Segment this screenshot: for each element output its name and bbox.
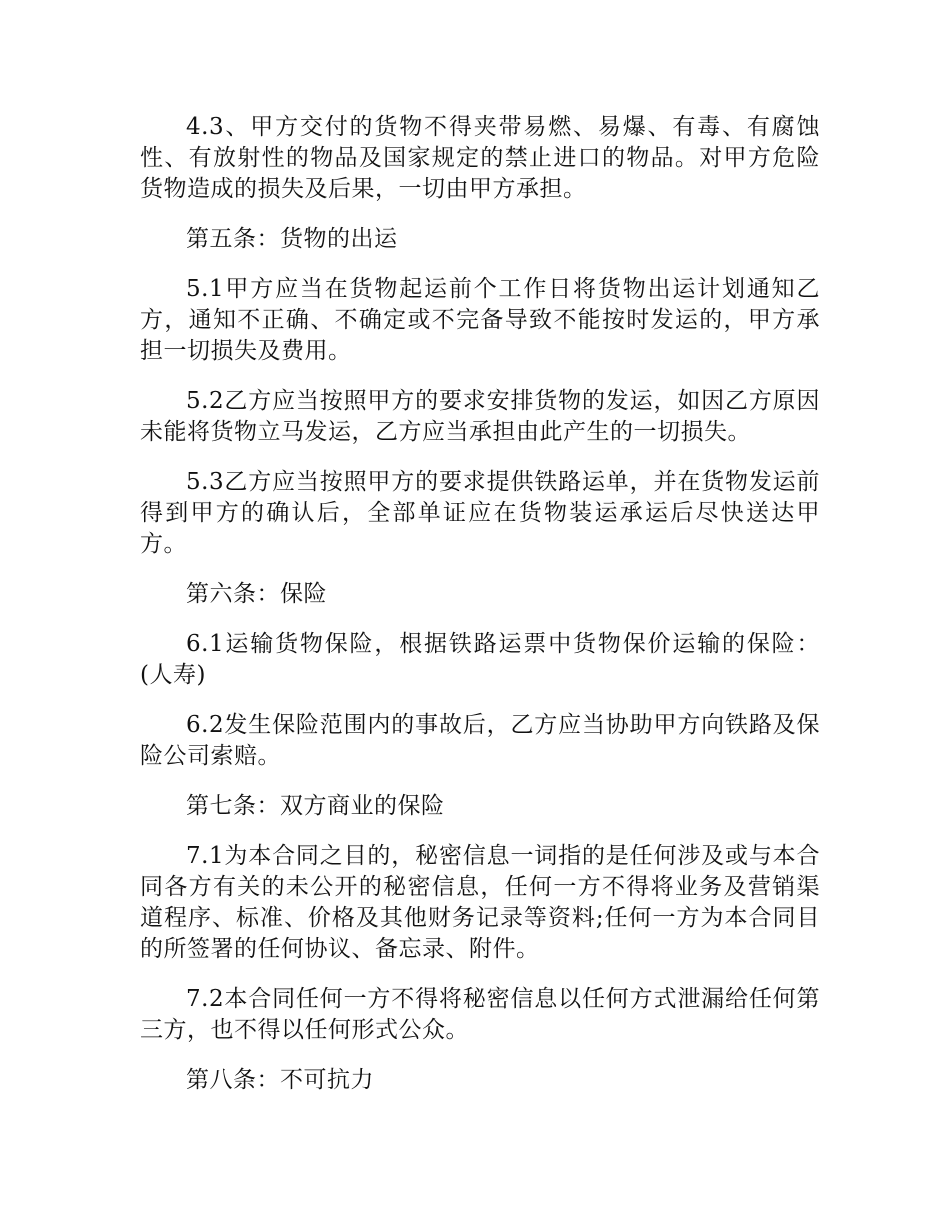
document-body bbox=[140, 112, 820, 1115]
article-8-heading: 第八条：不可抗力 bbox=[186, 1067, 374, 1093]
clause-6-1: 6.1运输货物保险，根据铁路运票中货物保价运输的保险：(人寿) bbox=[140, 631, 820, 688]
clause-5-2: 5.2乙方应当按照甲方的要求安排货物的发运，如因乙方原因未能将货物立马发运，乙方应当承担由此产生的一切损失。 bbox=[140, 388, 820, 445]
clause-5-3: 5.3乙方应当按照甲方的要求提供铁路运单，并在货物发运前得到甲方的确认后，全部单证应在货物装运承运后尽快送达甲方。 bbox=[140, 469, 820, 557]
clause-7-2: 7.2本合同任何一方不得将秘密信息以任何方式泄漏给任何第三方，也不得以任何形式公众。 bbox=[140, 986, 820, 1043]
clause-5-1: 5.1甲方应当在货物起运前个工作日将货物出运计划通知乙方，通知不正确、不确定或不完备导致不能按时发运的，甲方承担一切损失及费用。 bbox=[140, 276, 820, 364]
clause-6-2: 6.2发生保险范围内的事故后，乙方应当协助甲方向铁路及保险公司索赔。 bbox=[140, 712, 820, 769]
article-6-heading: 第六条：保险 bbox=[186, 581, 327, 607]
clause-7-1: 7.1为本合同之目的，秘密信息一词指的是任何涉及或与本合同各方有关的未公开的秘密信息，任何一方不得将业务及营销渠道程序、标准、价格及其他财务记录等资料;任何一方为本合同目的所签署的任何协议、备忘录、附件。 bbox=[140, 843, 820, 962]
article-5-heading: 第五条：货物的出运 bbox=[186, 226, 398, 252]
article-7-heading: 第七条：双方商业的保险 bbox=[186, 793, 445, 819]
clause-4-3: 4.3、甲方交付的货物不得夹带易燃、易爆、有毒、有腐蚀性、有放射性的物品及国家规定的禁止进口的物品。对甲方危险货物造成的损失及后果，一切由甲方承担。 bbox=[140, 114, 820, 202]
